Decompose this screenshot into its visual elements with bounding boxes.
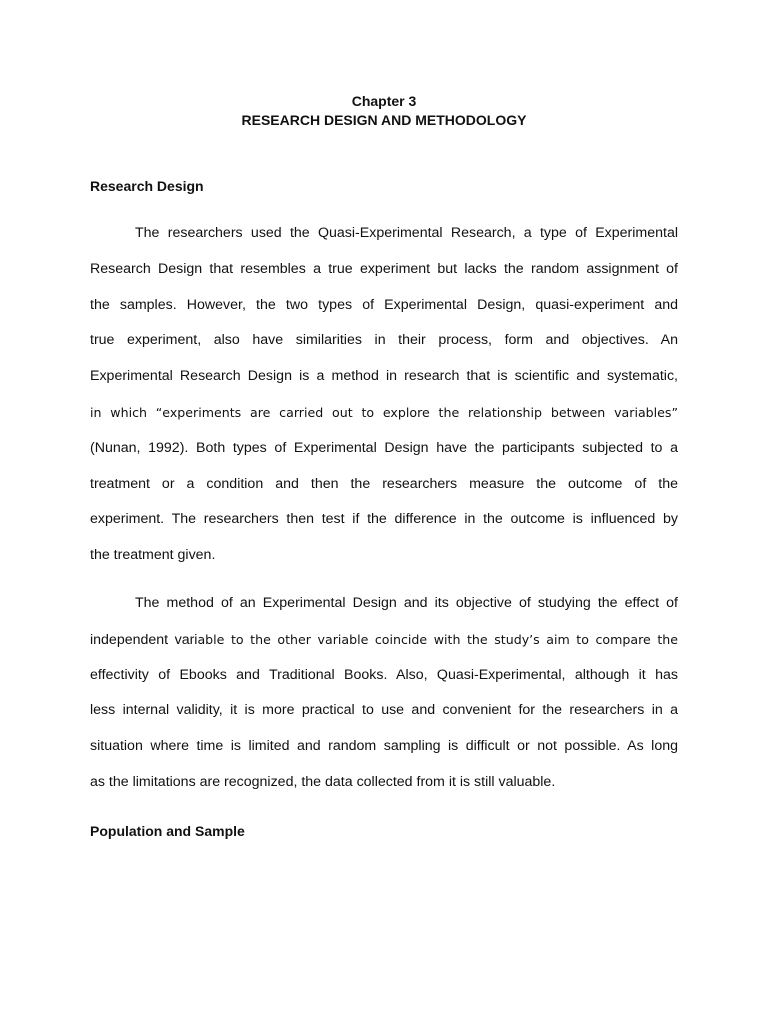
paragraph-line: the treatment given. — [90, 547, 216, 564]
paragraph-line: as the limitations are recognized, the data collected from it is still valuable. — [90, 773, 556, 790]
paragraph-line-mixed — [90, 622, 678, 658]
paragraph-line: true experiment, also have similarities in their process, form and objectives. An — [90, 332, 678, 349]
paragraph-line: the samples. However, the two types of Experimental Design, quasi-experiment and — [90, 296, 678, 313]
paragraph-line: less internal validity, it is more practical to use and convenient for the researchers in a — [90, 702, 678, 719]
paragraph-line: effectivity of Ebooks and Traditional Books. Also, Quasi-Experimental, although it has — [90, 666, 678, 683]
section-heading-population-and-sample: Population and Sample — [90, 823, 245, 839]
chapter-number: Chapter 3 — [351, 93, 417, 109]
paragraph-line-segment: independent vari — [90, 631, 198, 648]
paragraph-line: The researchers used the Quasi-Experimental Research, a type of Experimental — [135, 225, 678, 241]
chapter-heading — [0, 92, 768, 130]
paragraph-research-design-2 — [90, 586, 678, 801]
section-heading-research-design: Research Design — [90, 178, 204, 194]
paragraph-line: The method of an Experimental Design and its objective of studying the effect of — [135, 595, 678, 611]
paragraph-line-segment: able to the other variable coincide with the study’s aim to compare the — [197, 631, 678, 647]
paragraph-line: Research Design that resembles a true experiment but lacks the random assignment of — [90, 260, 678, 277]
chapter-title: RESEARCH DESIGN AND METHODOLOGY — [241, 112, 527, 128]
paragraph-line-quote: in which “experiments are carried out to explore the relationship between variables” — [90, 404, 678, 420]
paragraph-line: Experimental Research Design is a method in research that is scientific and systematic, — [90, 368, 678, 385]
paragraph-line: treatment or a condition and then the researchers measure the outcome of the — [90, 475, 678, 492]
paragraph-line: experiment. The researchers then test if the difference in the outcome is influenced by — [90, 511, 678, 528]
paragraph-line: situation where time is limited and random sampling is difficult or not possible. As long — [90, 738, 678, 755]
paragraph-research-design-1 — [90, 216, 678, 574]
paragraph-line: (Nunan, 1992). Both types of Experimental Design have the participants subjected to a — [90, 439, 678, 456]
